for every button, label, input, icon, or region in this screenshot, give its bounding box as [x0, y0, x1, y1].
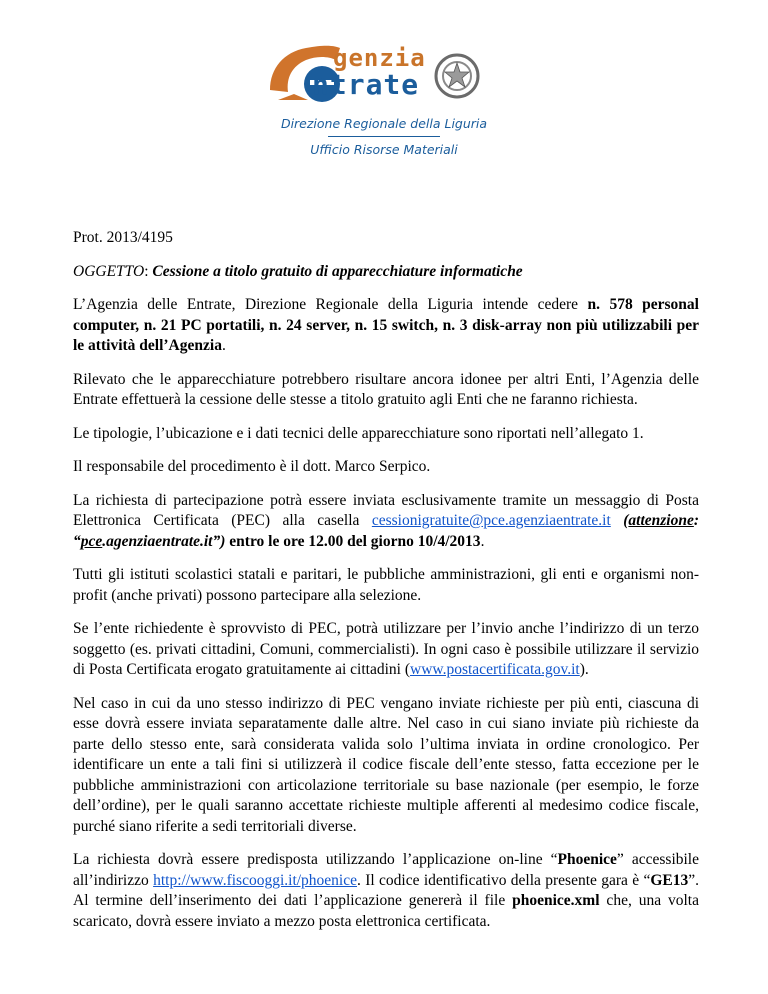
tender-code: GE13 — [650, 871, 689, 889]
paragraph-responsible: Il responsabile del procedimento è il dott. Marco Serpico. — [73, 458, 431, 475]
paragraph-text: La richiesta di partecipazione potrà essere inviata esclusivamente tramite un messaggio di Posta Elettronica Certificata (PEC) alla casella — [73, 491, 699, 529]
paragraph-announcement — [73, 295, 699, 357]
punctuation: . — [221, 337, 226, 354]
paragraph-text: . Il codice identificativo della presente gara è “ — [357, 871, 651, 889]
subject-line: OGGETTO: Cessione a titolo gratuito di apparecchiature informatiche — [73, 262, 523, 280]
paragraph-text: ”. Al termine dell’inserimento dei dati l’applicazione genererà il file — [73, 871, 700, 909]
punctuation: . — [480, 532, 485, 550]
pec-email-link[interactable]: cessionigratuite@pce.agenziaentrate.it — [371, 512, 611, 529]
punctuation: ( — [623, 512, 629, 529]
attention-label: attenzione — [628, 512, 694, 529]
divider — [328, 136, 440, 137]
logo-wordmark-line2: ntrate — [312, 68, 420, 101]
paragraph-application — [73, 850, 699, 932]
paragraph-text: La richiesta dovrà essere predisposta utilizzando l’applicazione on-line “ — [73, 851, 558, 868]
paragraph-eligibility: Tutti gli istituti scolastici statali e paritari, le pubbliche amministrazioni, gli enti e organismi non-profit (anche privati) possono partecipare alla selezione. — [73, 566, 699, 604]
office-name: Ufficio Risorse Materiali — [310, 142, 458, 157]
italian-republic-emblem-icon — [433, 52, 481, 100]
punctuation: : “ — [73, 512, 700, 550]
output-filename: phoenice.xml — [512, 892, 600, 909]
paragraph-text: che, una volta scaricato, dovrà essere inviato a mezzo posta elettronica certificata. — [73, 892, 699, 930]
paragraph-suitability: Rilevato che le apparecchiature potrebbero risultare ancora idonee per altri Enti, l’Agenzia delle Entrate effettuerà la cessione delle stesse a titolo gratuito agli Enti che ne faranno richiesta. — [73, 370, 699, 408]
paragraph-multiple-requests: Nel caso in cui da uno stesso indirizzo di PEC vengano inviate richieste per più enti, ciascuna di esse dovrà essere inviata separatamente dalle altre. Nel caso in cui siano inviate più richieste da parte dello stesso ente, sarà considerata valida solo l’ultima inviata in ordine cronologico. Per identificare un ente a tali fini si utilizzerà il codice fiscale dell’ente stesso, fatta eccezione per le pubbliche amministrazioni con articolazione territoriale su base nazionale (per esempio, le forze dell’ordine), per le quali saranno accettate richieste multiple afferenti al medesimo codice fiscale, purché siano riferite a sedi territoriali diverse. — [73, 694, 699, 835]
paragraph-text: L’Agenzia delle Entrate, Direzione Regionale della Liguria intende cedere — [73, 296, 588, 313]
logo-wordmark-line1: genzia — [333, 44, 426, 72]
pce-highlight: pce — [80, 532, 103, 550]
subject-text: Cessione a titolo gratuito di apparecchiature informatiche — [152, 262, 523, 280]
letterhead — [0, 0, 768, 170]
paragraph-submission — [73, 491, 699, 553]
punctuation: ). — [579, 661, 589, 678]
paragraph-text: Se l’ente richiedente è sprovvisto di PEC, potrà utilizzare per l’invio anche l’indirizzo di un terzo soggetto (es. privati cittadini, Comuni, commercialisti). In ogni caso è possibile utilizzare il servizio di Posta Certificata erogato gratuitamente ai cittadini ( — [73, 620, 699, 678]
domain-text: .agenziaentrate.it”) — [102, 532, 226, 550]
paragraph-text: ” accessibile all’indirizzo — [73, 851, 699, 889]
phoenice-link[interactable]: http://www.fiscooggi.it/phoenice — [153, 871, 358, 889]
paragraph-attachment: Le tipologie, l’ubicazione e i dati tecnici delle apparecchiature sono riportati nell’allegato 1. — [73, 424, 644, 442]
subject-label: OGGETTO — [73, 262, 145, 280]
app-name: Phoenice — [557, 851, 617, 868]
department-name: Direzione Regionale della Liguria — [280, 116, 488, 131]
paragraph-no-pec — [73, 619, 699, 681]
document-body — [73, 228, 699, 945]
protocol-number: Prot. 2013/4195 — [73, 229, 173, 246]
postacertificata-link[interactable]: www.postacertificata.gov.it — [410, 661, 580, 678]
equipment-list: n. 578 personal computer, n. 21 PC portatili, n. 24 server, n. 15 switch, n. 3 disk-array non più utilizzabili per le attività dell’Agenzia — [73, 296, 699, 354]
deadline-text: entro le ore 12.00 del giorno 10/4/2013 — [225, 532, 481, 550]
